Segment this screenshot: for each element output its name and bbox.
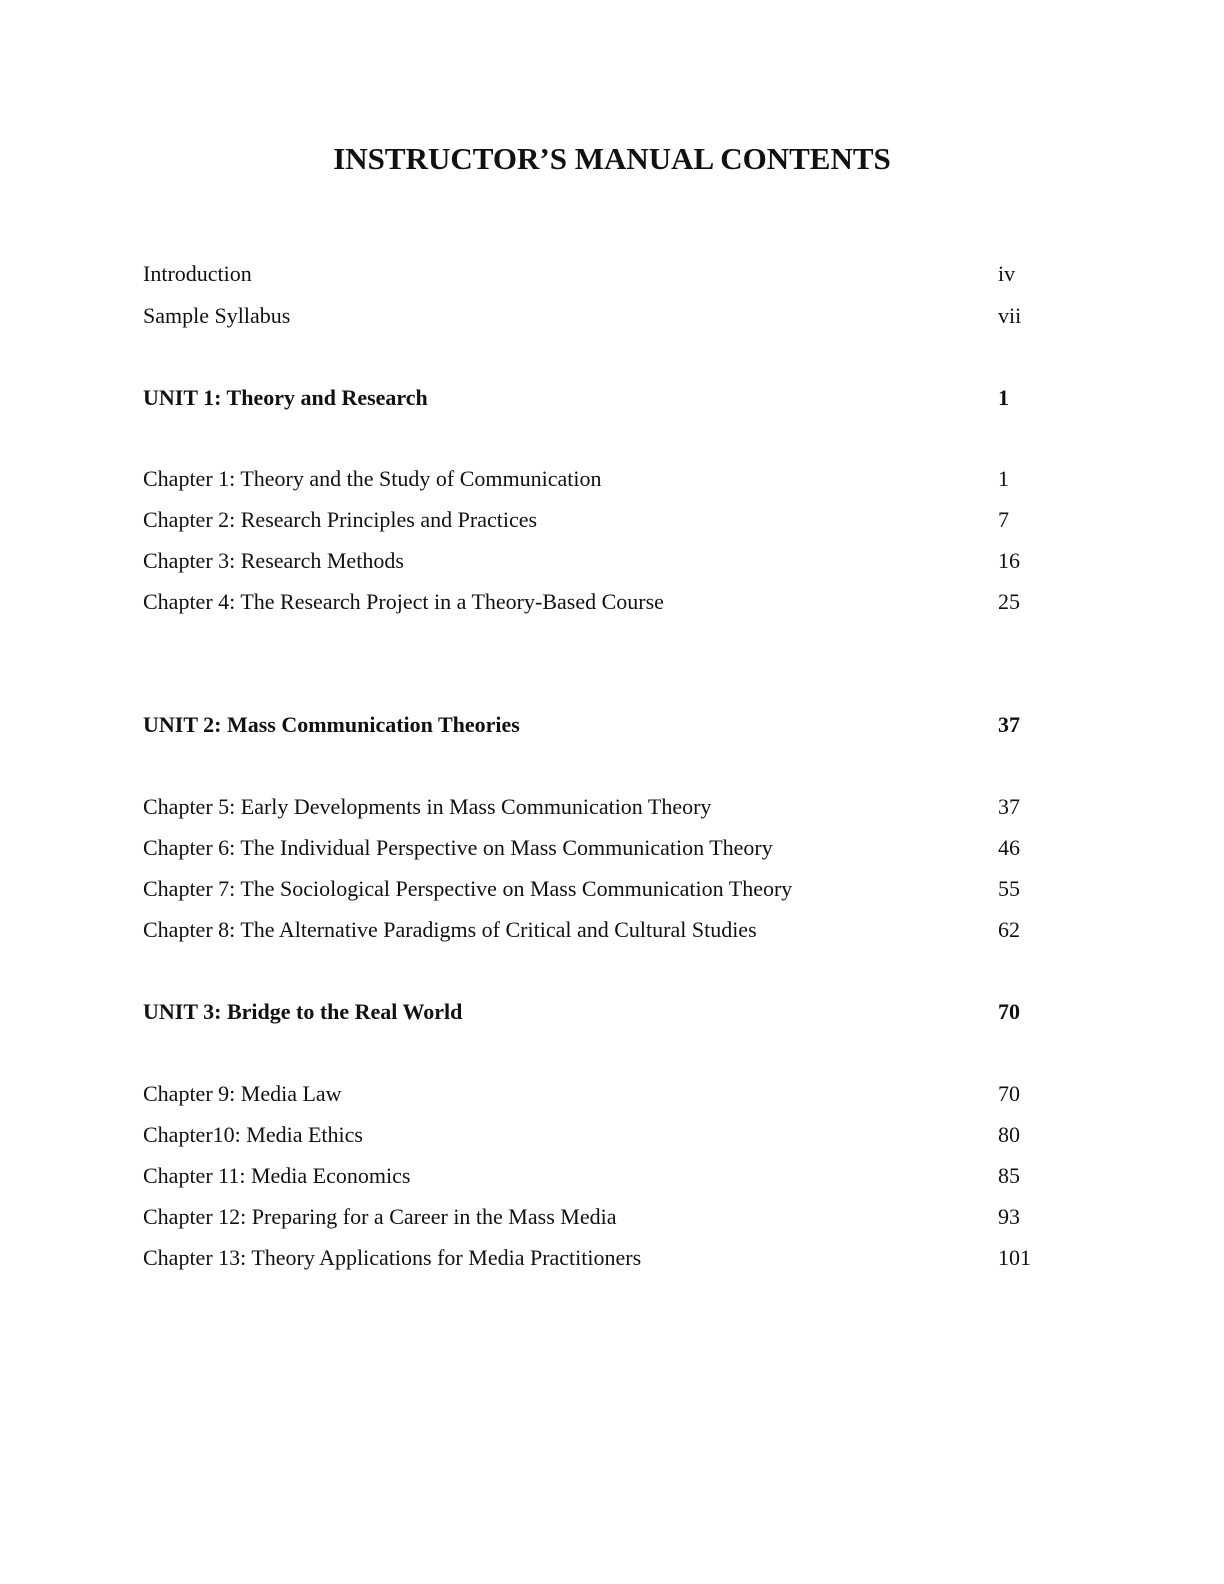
toc-chapter-label: Chapter 1: Theory and the Study of Communication [143, 466, 602, 491]
toc-chapter-page: 55 [998, 876, 1020, 901]
toc-chapter-page: 62 [998, 917, 1020, 942]
toc-chapter-label: Chapter 13: Theory Applications for Media Practitioners [143, 1245, 642, 1270]
toc-chapter-9 [143, 1079, 1043, 1109]
toc-chapter-4 [143, 587, 1043, 617]
toc-chapter-page: 93 [998, 1204, 1020, 1229]
toc-chapter-7 [143, 874, 1043, 904]
toc-unit-page: 1 [998, 385, 1009, 410]
toc-entry-page: vii [998, 303, 1022, 328]
toc-chapter-label: Chapter 5: Early Developments in Mass Communication Theory [143, 794, 712, 819]
toc-chapter-page: 80 [998, 1122, 1020, 1147]
toc-chapter-5 [143, 792, 1043, 822]
toc-entry-page: iv [998, 261, 1016, 286]
toc-chapter-page: 85 [998, 1163, 1020, 1188]
toc-chapter-6 [143, 833, 1043, 863]
toc-unit-label: UNIT 2: Mass Communication Theories [143, 712, 520, 737]
toc-entry-label: Introduction [143, 261, 252, 286]
toc-chapter-page: 25 [998, 589, 1020, 614]
toc-unit-1 [143, 383, 1043, 413]
toc-chapter-label: Chapter 8: The Alternative Paradigms of Critical and Cultural Studies [143, 917, 757, 942]
toc-chapter-label: Chapter 11: Media Economics [143, 1163, 411, 1188]
toc-chapter-10 [143, 1120, 1043, 1150]
toc-chapter-12 [143, 1202, 1043, 1232]
toc-chapter-3 [143, 546, 1043, 576]
toc-entry-label: Sample Syllabus [143, 303, 291, 328]
toc-unit-label: UNIT 1: Theory and Research [143, 385, 428, 410]
toc-chapter-label: Chapter 2: Research Principles and Practices [143, 507, 538, 532]
toc-chapter-label: Chapter 12: Preparing for a Career in the Mass Media [143, 1204, 617, 1229]
toc-unit-page: 37 [998, 712, 1020, 737]
toc-chapter-label: Chapter 4: The Research Project in a Theory-Based Course [143, 589, 664, 614]
toc-chapter-label: Chapter 7: The Sociological Perspective on Mass Communication Theory [143, 876, 793, 901]
toc-unit-page: 70 [998, 999, 1020, 1024]
toc-unit-2 [143, 710, 1043, 740]
toc-entry-sample-syllabus [143, 301, 1043, 331]
page-title: INSTRUCTOR’S MANUAL CONTENTS [333, 141, 891, 176]
toc-chapter-page: 7 [998, 507, 1009, 532]
toc-chapter-page: 37 [998, 794, 1020, 819]
toc-chapter-1 [143, 464, 1043, 494]
toc-chapter-page: 70 [998, 1081, 1020, 1106]
toc-chapter-11 [143, 1161, 1043, 1191]
toc-chapter-page: 16 [998, 548, 1020, 573]
toc-unit-label: UNIT 3: Bridge to the Real World [143, 999, 463, 1024]
toc-entry-introduction [143, 259, 1043, 289]
toc-chapter-page: 101 [998, 1245, 1031, 1270]
toc-unit-3 [143, 997, 1043, 1027]
toc-chapter-label: Chapter 9: Media Law [143, 1081, 342, 1106]
toc-chapter-2 [143, 505, 1043, 535]
toc-chapter-label: Chapter 6: The Individual Perspective on Mass Communication Theory [143, 835, 773, 860]
toc-chapter-8 [143, 915, 1043, 945]
toc-chapter-page: 1 [998, 466, 1009, 491]
toc-chapter-label: Chapter 3: Research Methods [143, 548, 404, 573]
toc-chapter-13 [143, 1243, 1043, 1273]
toc-chapter-page: 46 [998, 835, 1020, 860]
toc-chapter-label: Chapter10: Media Ethics [143, 1122, 363, 1147]
